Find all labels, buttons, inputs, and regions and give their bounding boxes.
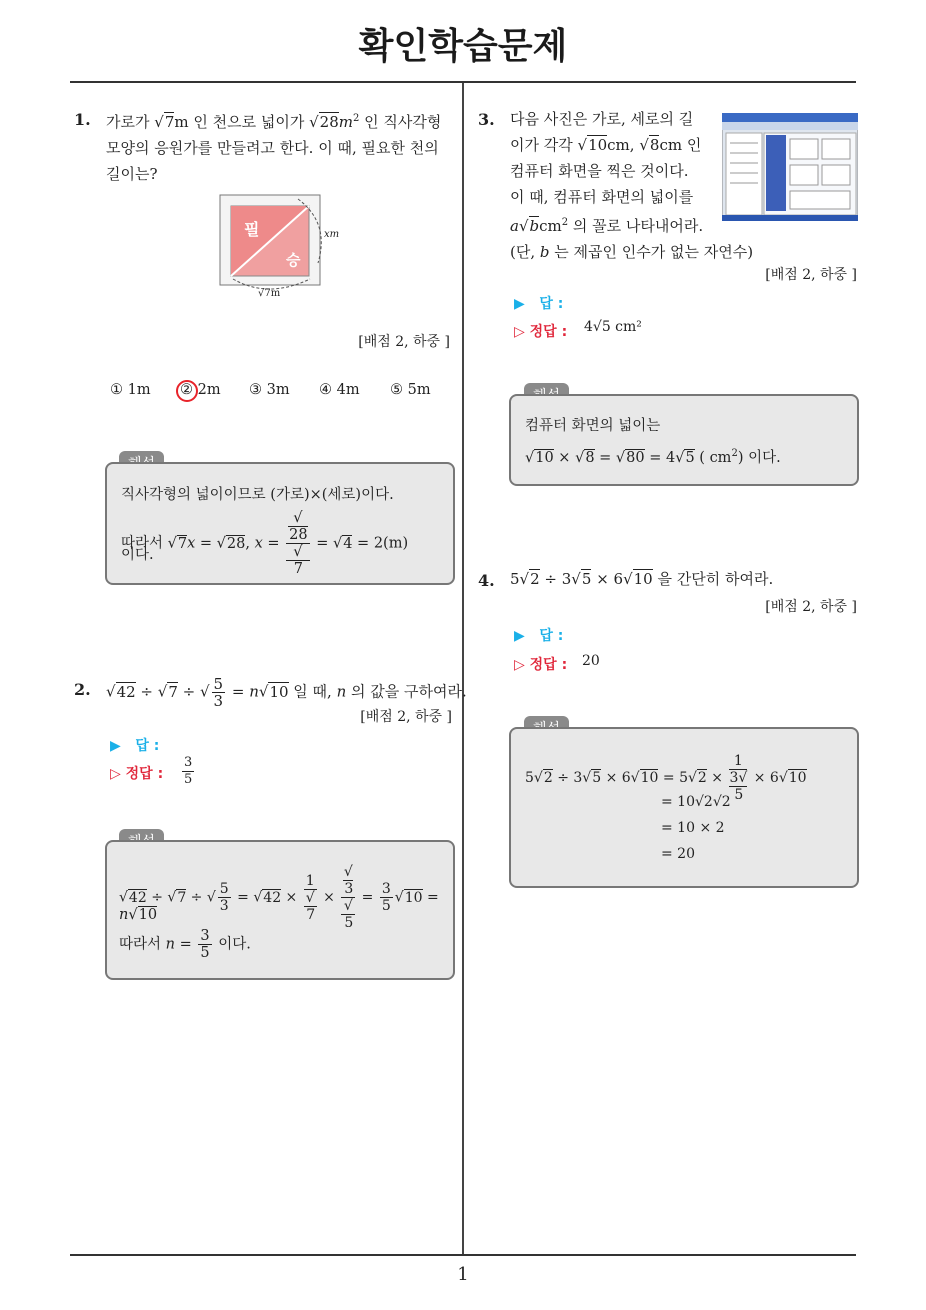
q4-sol-line3: = 10 × 2 bbox=[661, 820, 725, 836]
bottom-divider bbox=[70, 1254, 856, 1256]
page-number: 1 bbox=[457, 1264, 469, 1285]
q4-sol-line1: 5√2 ÷ 3√5 × 6√10 = 5√2 × 1 3√ 5 × 6√10 bbox=[525, 753, 807, 803]
q2-sol-line3: 따라서 n = $\frac{3}{5}$ 이다. bbox=[119, 928, 251, 961]
selected-choice-circle bbox=[176, 380, 198, 402]
q3-sol-line2: √10 × √8 = √80 = 4√5 ( $cm^2$) 이다. bbox=[525, 448, 781, 466]
q2-answer-input-label[interactable]: ▶ 답 : bbox=[110, 738, 160, 754]
q2-answer-value: $\frac{3}{5}$ bbox=[184, 755, 193, 787]
q4-answer-value: 20 bbox=[582, 653, 600, 669]
figure-text-seung: 승 bbox=[286, 251, 301, 269]
page-title: 확인학습문제 bbox=[358, 26, 568, 67]
q2-correct-answer: ▷ 정답 : bbox=[110, 766, 164, 782]
q3-text: 다음 사진은 가로, 세로의 길 이가 각각 √10cm, √8cm 인 컴퓨터 화면을 찍은 것이다. 이 때, 컴퓨터 화면의 넓이를 a√bcm$^2$ 의 꼴로 나타내어라. (단, b 는 제곱인 인수가 없는 자연수) bbox=[510, 110, 754, 261]
q4-score: [배점 2, 하중 ] bbox=[765, 599, 857, 615]
q1-sol-line2: 따라서 √7x = √28, x = √ 28 √ 7 = √4 = 2(m) bbox=[121, 510, 409, 577]
q1-line3: 길이는? bbox=[106, 165, 158, 183]
q1-solution-box bbox=[105, 462, 455, 585]
figure-text-pil: 필 bbox=[244, 220, 260, 239]
q2-score: [배점 2, 하중 ] bbox=[360, 709, 452, 725]
choice-4[interactable]: ④ 4m bbox=[319, 382, 360, 398]
column-divider bbox=[462, 83, 464, 1256]
screenshot-image-icon bbox=[722, 113, 858, 221]
q2-sol-line2: n√10 bbox=[119, 907, 158, 923]
q2-sol-line1: √42 ÷ √7 ÷ √ $\frac{5}{3}$ = √42 × 1 √ 7 × √ 3 √ 5 = $\frac{3}{5}$ √10 = bbox=[119, 864, 439, 931]
figure-bottom-label: √7m bbox=[258, 288, 281, 299]
q1-choices bbox=[110, 382, 450, 404]
q4-solution-box bbox=[509, 727, 859, 888]
computer-screen-photo bbox=[722, 113, 858, 221]
figure-side-label: xm bbox=[324, 229, 340, 240]
q1-score: [배점 2, 하중 ] bbox=[358, 334, 450, 350]
q1-text bbox=[106, 106, 456, 187]
q4-sol-line2: = 10√2√2 bbox=[661, 794, 731, 810]
q3-correct-answer: ▷ 정답 : bbox=[514, 324, 568, 340]
q1-number: 1. bbox=[74, 110, 91, 129]
q2-solution-box bbox=[105, 840, 455, 980]
choice-3[interactable]: ③ 3m bbox=[249, 382, 290, 398]
q1-line1: 가로가 √7m 인 천으로 넓이가 $√28m^2$ 인 직사각형 bbox=[106, 113, 442, 131]
q3-sol-line1: 컴퓨터 화면의 넓이는 bbox=[525, 418, 661, 434]
q1-sol-line1: 직사각형의 넓이이므로 (가로)×(세로)이다. bbox=[121, 487, 394, 503]
cheering-cloth-diagram bbox=[218, 193, 348, 303]
q2-text: √42 ÷ √7 ÷ √ $\frac{5}{3}$ = n√10 일 때, n 의 값을 구하여라. bbox=[106, 675, 467, 710]
choice-5[interactable]: ⑤ 5m bbox=[390, 382, 431, 398]
q3-answer-value: 4√5 cm² bbox=[584, 319, 642, 335]
q4-number: 4. bbox=[478, 571, 495, 590]
q3-answer-input-label[interactable]: ▶ 답 : bbox=[514, 296, 564, 312]
choice-2[interactable]: ② 2m bbox=[180, 382, 221, 398]
q1-line2: 모양의 응원가를 만들려고 한다. 이 때, 필요한 천의 bbox=[106, 139, 439, 157]
q3-solution-box bbox=[509, 394, 859, 486]
q3-number: 3. bbox=[478, 110, 495, 129]
q4-sol-line4: = 20 bbox=[661, 846, 695, 862]
q3-score: [배점 2, 하중 ] bbox=[765, 267, 857, 283]
q1-sol-line3: 이다. bbox=[121, 547, 154, 563]
q4-answer-input-label[interactable]: ▶ 답 : bbox=[514, 628, 564, 644]
choice-1[interactable]: ① 1m bbox=[110, 382, 151, 398]
q2-number: 2. bbox=[74, 680, 91, 699]
q4-text: 5√2 ÷ 3√5 × 6√10 을 간단히 하여라. bbox=[510, 570, 774, 588]
q4-correct-answer: ▷ 정답 : bbox=[514, 657, 568, 673]
q1-figure bbox=[218, 193, 348, 303]
